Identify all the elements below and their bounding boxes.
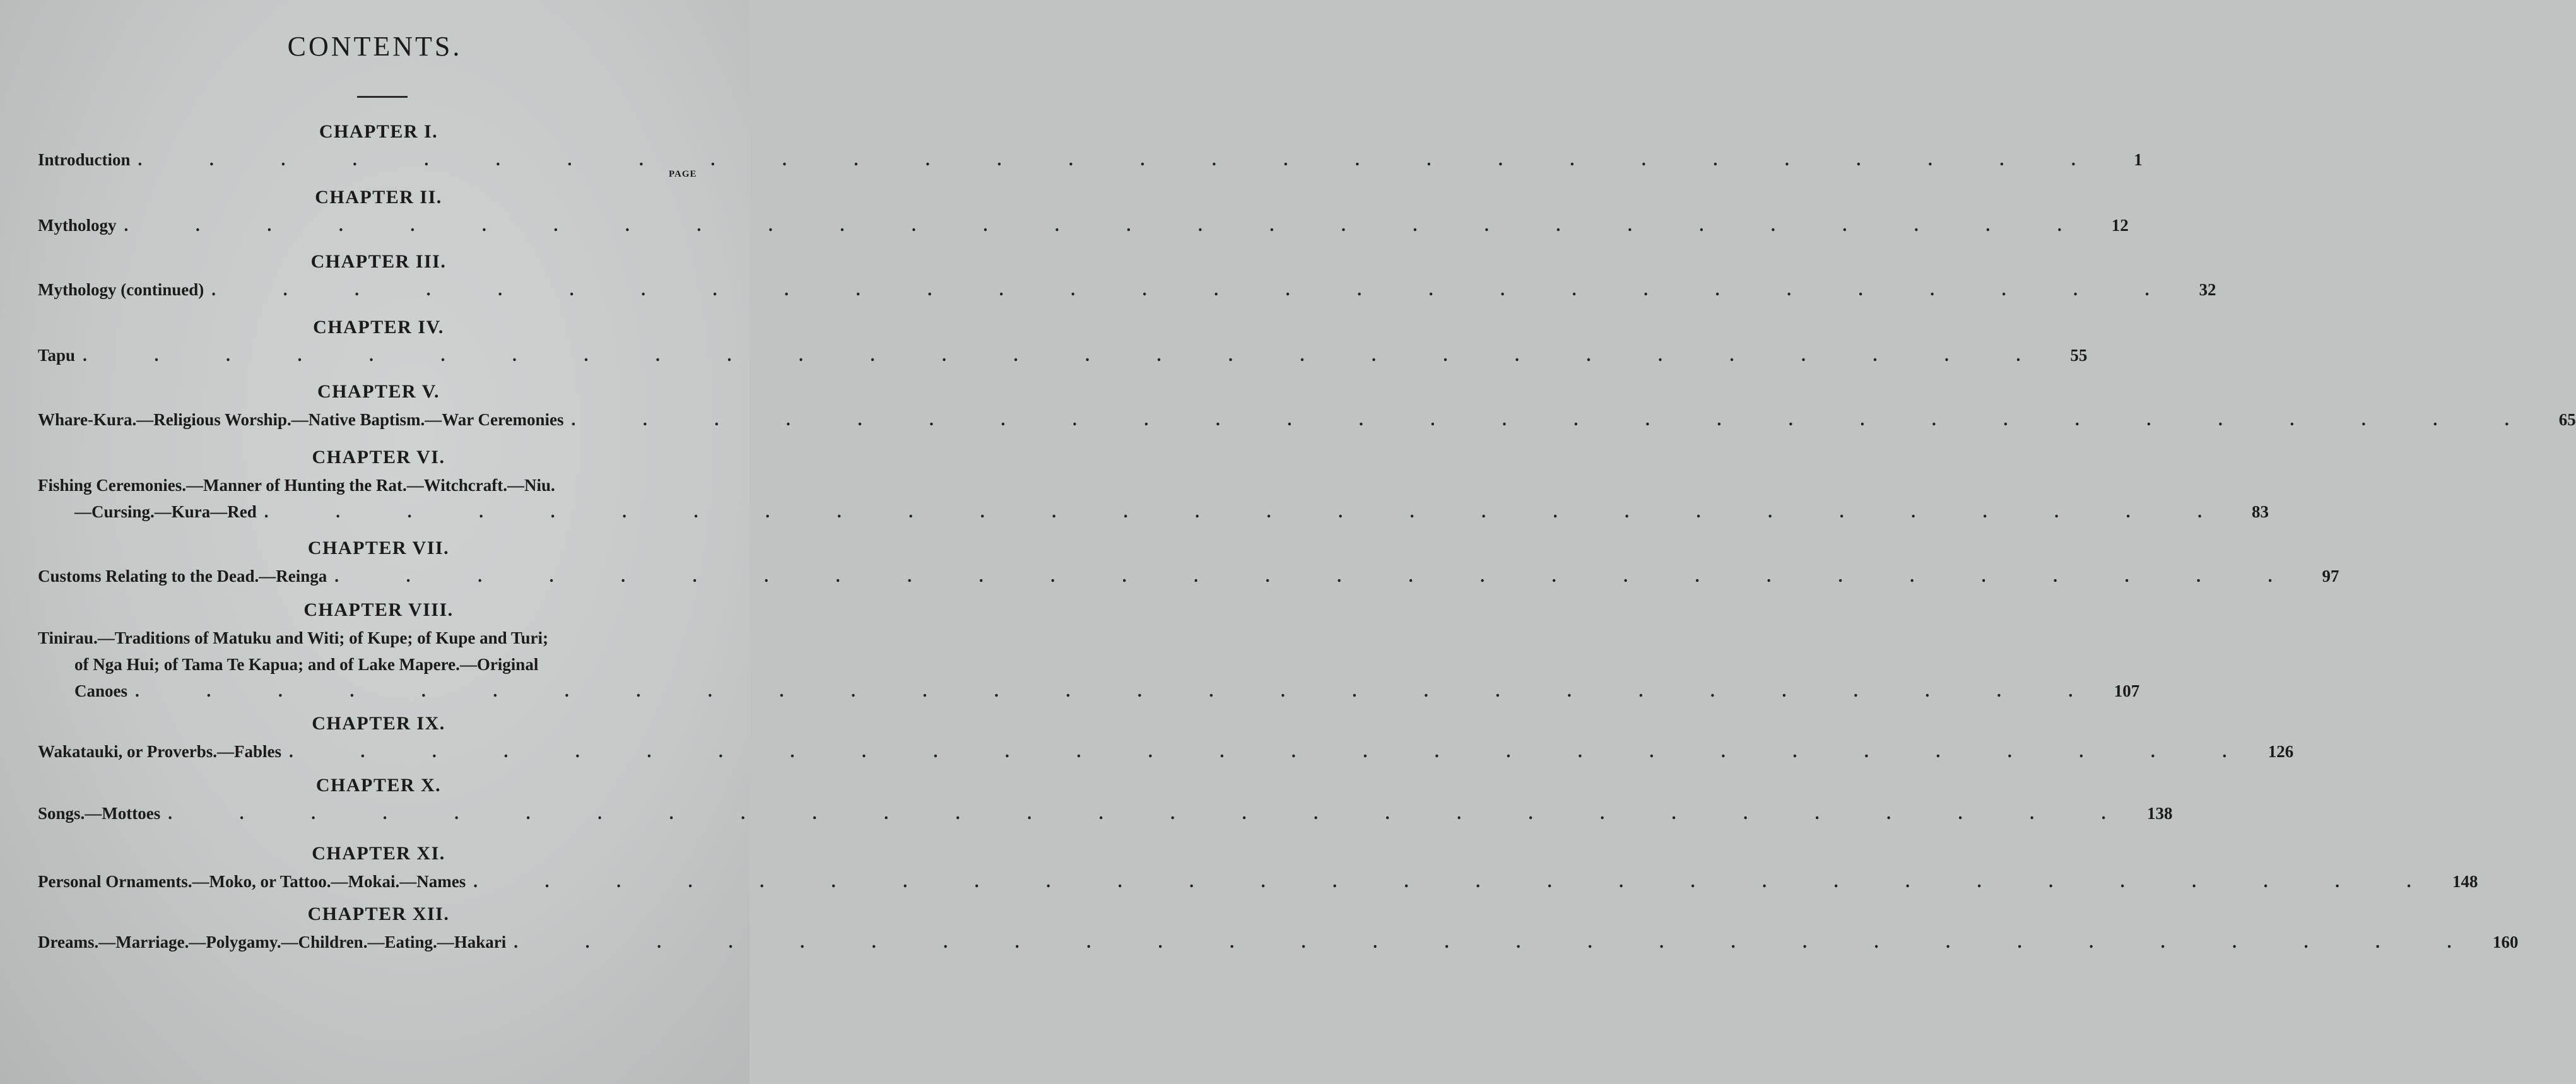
page-number: 12 xyxy=(2111,216,2129,235)
chapter-description xyxy=(38,472,2269,525)
description-text: Personal Ornaments.—Moko, or Tattoo.—Mokai.—Names xyxy=(38,872,466,891)
chapter-heading: CHAPTER I. xyxy=(319,121,438,142)
page-number: 138 xyxy=(2147,804,2173,823)
chapter-description xyxy=(38,929,2519,955)
page-number: 107 xyxy=(2114,681,2140,700)
description-line xyxy=(38,342,2088,368)
description-line xyxy=(38,625,707,651)
page-number: 148 xyxy=(2452,872,2478,891)
description-line xyxy=(38,472,707,498)
chapter-heading: CHAPTER V. xyxy=(317,381,440,402)
dot-leader: . . . . . . . . . . . . . . . . . . . . . . . . . . . . xyxy=(211,280,2181,299)
chapter-description xyxy=(38,625,2140,704)
page-column-label: PAGE xyxy=(669,169,697,179)
chapter-heading: CHAPTER X. xyxy=(315,775,442,796)
chapter-entry xyxy=(38,317,2088,368)
description-text: Mythology xyxy=(38,216,117,235)
chapter-entry xyxy=(38,775,2173,827)
page-number: 83 xyxy=(2252,502,2269,521)
chapter-entry xyxy=(38,381,2576,433)
chapter-description xyxy=(38,276,2216,303)
chapter-description xyxy=(38,738,2294,765)
dot-leader: . . . . . . . . . . . . . . . . . . . . . . . . . . . . xyxy=(334,567,2304,586)
description-line xyxy=(38,800,2173,827)
dot-leader: . . . . . . . . . . . . . . . . . . . . . . . . . . . . xyxy=(473,872,2443,891)
description-text: Fishing Ceremonies.—Manner of Hunting the Rat.—Witchcraft.—Niu. xyxy=(38,476,555,495)
dot-leader: . . . . . . . . . . . . . . . . . . . . . . . . . . . . xyxy=(168,804,2138,823)
chapter-heading: CHAPTER XII. xyxy=(307,904,450,924)
description-text: Canoes xyxy=(74,681,128,700)
chapter-description xyxy=(38,563,2339,589)
chapter-description xyxy=(38,212,2129,239)
page-number: 32 xyxy=(2199,280,2216,299)
description-text: Songs.—Mottoes xyxy=(38,804,161,823)
description-text: Whare-Kura.—Religious Worship.—Native Baptism.—War Ceremonies xyxy=(38,410,564,429)
description-line xyxy=(38,146,2143,173)
description-line xyxy=(38,563,2339,589)
description-line xyxy=(38,406,2576,433)
dot-leader: . . . . . . . . . . . . . . . . . . . . . . . . . . . . xyxy=(571,410,2541,429)
chapter-entry xyxy=(38,843,2478,895)
chapter-description xyxy=(38,868,2478,895)
page-number: 65 xyxy=(2558,410,2576,429)
description-line xyxy=(38,929,2519,955)
title-rule xyxy=(357,96,408,98)
description-text: Mythology (continued) xyxy=(38,280,204,299)
chapter-heading: CHAPTER VII. xyxy=(307,538,450,558)
page-number: 1 xyxy=(2134,150,2143,169)
description-text: Dreams.—Marriage.—Polygamy.—Children.—Eating.—Hakari xyxy=(38,933,507,951)
description-line xyxy=(38,498,2269,525)
chapter-entry xyxy=(38,251,2216,303)
chapter-entry xyxy=(38,599,2140,704)
page-number: 160 xyxy=(2492,933,2519,951)
page-number: 126 xyxy=(2267,742,2294,761)
description-line xyxy=(38,276,2216,303)
description-text: Wakatauki, or Proverbs.—Fables xyxy=(38,742,282,761)
description-text: Introduction xyxy=(38,150,131,169)
description-text: —Cursing.—Kura—Red xyxy=(74,502,257,521)
page-number: 55 xyxy=(2070,346,2088,365)
chapter-heading: CHAPTER II. xyxy=(315,187,442,208)
chapter-entry xyxy=(38,187,2129,239)
chapter-heading: CHAPTER VI. xyxy=(312,447,445,468)
dot-leader: . . . . . . . . . . . . . . . . . . . . . . . . . . . . xyxy=(83,346,2052,365)
dot-leader: . . . . . . . . . . . . . . . . . . . . . . . . . . . . xyxy=(135,681,2105,700)
dot-leader: . . . . . . . . . . . . . . . . . . . . . . . . . . . . xyxy=(124,216,2093,235)
chapter-entry xyxy=(38,538,2339,589)
description-text: Tinirau.—Traditions of Matuku and Witi; of Kupe; of Kupe and Turi; xyxy=(38,628,548,647)
description-line xyxy=(38,212,2129,239)
description-line xyxy=(38,651,707,678)
chapter-entry xyxy=(38,447,2269,525)
description-line xyxy=(38,738,2294,765)
page-number: 97 xyxy=(2322,567,2339,586)
chapter-entry xyxy=(38,121,2143,173)
description-text: Tapu xyxy=(38,346,76,365)
chapter-description xyxy=(38,800,2173,827)
chapter-heading: CHAPTER XI. xyxy=(312,843,445,864)
description-line xyxy=(38,678,2140,704)
chapter-entry xyxy=(38,713,2294,765)
chapter-description xyxy=(38,146,2143,173)
description-line xyxy=(38,868,2478,895)
chapter-heading: CHAPTER III. xyxy=(310,251,447,272)
description-text: of Nga Hui; of Tama Te Kapua; and of Lake Mapere.—Original xyxy=(74,655,539,674)
dot-leader: . . . . . . . . . . . . . . . . . . . . . . . . . . . . xyxy=(138,150,2107,169)
chapter-heading: CHAPTER IX. xyxy=(312,713,445,734)
chapter-description xyxy=(38,406,2576,433)
dot-leader: . . . . . . . . . . . . . . . . . . . . . . . . . . . . xyxy=(264,502,2234,521)
chapter-description xyxy=(38,342,2088,368)
chapter-heading: CHAPTER VIII. xyxy=(303,599,454,620)
dot-leader: . . . . . . . . . . . . . . . . . . . . . . . . . . . . xyxy=(289,742,2259,761)
dot-leader: . . . . . . . . . . . . . . . . . . . . . . . . . . . . xyxy=(514,933,2483,951)
chapter-heading: CHAPTER IV. xyxy=(313,317,444,338)
chapter-entry xyxy=(38,904,2519,955)
description-text: Customs Relating to the Dead.—Reinga xyxy=(38,567,327,586)
page-title: CONTENTS. xyxy=(287,31,462,62)
